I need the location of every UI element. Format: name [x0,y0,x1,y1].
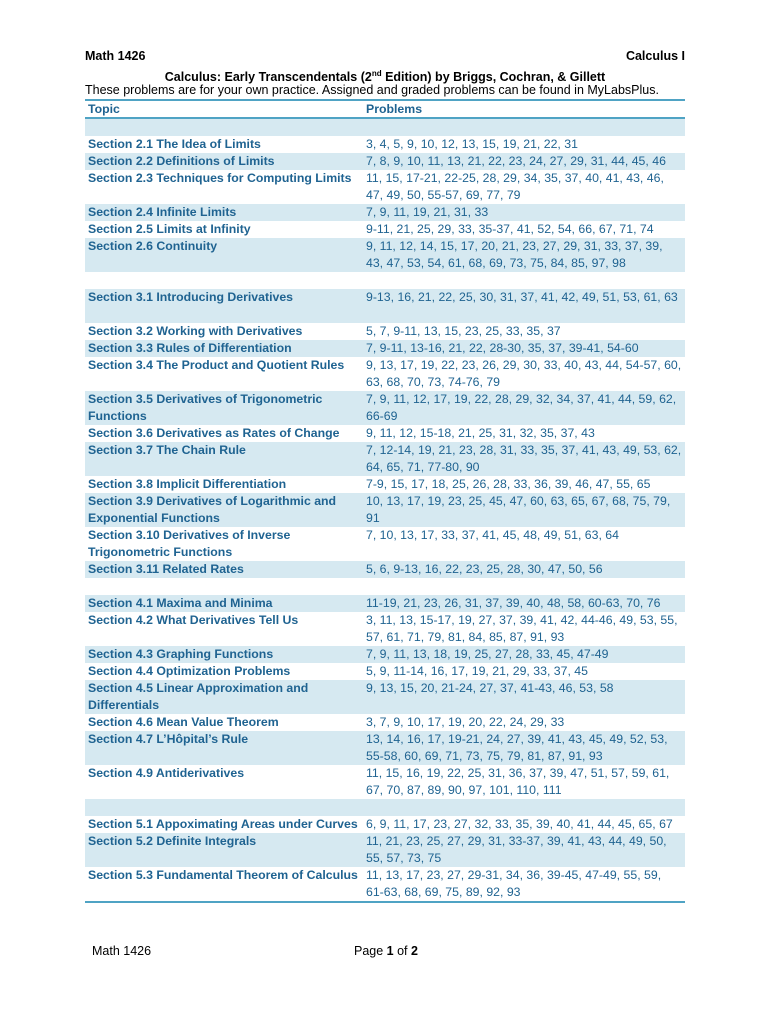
section-topic: Section 3.9 Derivatives of Logarithmic and Exponential Functions [85,493,363,527]
section-problems: 9-11, 21, 25, 29, 33, 35-37, 41, 52, 54, 66, 67, 71, 74 [366,222,654,236]
section-topic: Section 4.7 L’Hôpital’s Rule [85,731,363,765]
section-topic: Section 2.1 The Idea of Limits [88,137,261,151]
section-topic: Section 4.1 Maxima and Minima [85,595,363,612]
table-row [85,867,685,902]
table-row [85,680,685,714]
section-topic: Section 5.2 Definite Integrals [85,833,363,867]
section-problems: 3, 7, 9, 10, 17, 19, 20, 22, 24, 29, 33 [366,715,565,729]
section-problems: 9, 11, 12, 15-18, 21, 25, 31, 32, 35, 37, 43 [366,426,595,440]
table-row [85,595,685,612]
table-row [85,425,685,442]
section-topic: Section 3.6 Derivatives as Rates of Change [88,426,340,440]
table-row [85,612,685,646]
section-problems: 7, 9, 11, 13, 18, 19, 25, 27, 28, 33, 45, 47-49 [363,646,685,663]
section-problems: 13, 14, 16, 17, 19-21, 24, 27, 39, 41, 43, 45, 49, 52, 53, 55-58, 60, 69, 71, 73, 75, 79, 81, 87, 91, 93 [363,731,685,765]
table-body [85,118,685,902]
table-row [85,204,685,221]
section-topic: Section 3.8 Implicit Differentiation [88,477,287,491]
section-problems: 6, 9, 11, 17, 23, 27, 32, 33, 35, 39, 40, 41, 44, 45, 65, 67 [366,817,673,831]
table-row [85,663,685,680]
page-footer [92,943,692,960]
section-problems: 7, 9, 11, 19, 21, 31, 33 [363,204,685,221]
table-row [85,442,685,476]
section-topic: Section 3.3 Rules of Differentiation [85,340,363,357]
section-problems: 5, 9, 11-14, 16, 17, 19, 21, 29, 33, 37, 45 [366,664,588,678]
table-row [85,289,685,323]
document-page [85,48,685,903]
section-topic: Section 2.5 Limits at Infinity [88,222,251,236]
section-topic: Section 3.1 Introducing Derivatives [85,289,363,323]
section-problems: 9-13, 16, 21, 22, 25, 30, 31, 37, 41, 42, 49, 51, 53, 61, 63 [363,289,685,323]
table-row [85,731,685,765]
section-problems: 3, 11, 13, 15-17, 19, 27, 37, 39, 41, 42, 44-46, 49, 53, 55, 57, 61, 71, 79, 81, 84, 85, 87, 91, 93 [366,613,678,644]
section-topic: Section 2.3 Techniques for Computing Limits [88,171,352,185]
table-row [85,170,685,204]
section-topic: Section 3.4 The Product and Quotient Rules [88,358,345,372]
section-problems: 7, 9, 11, 12, 17, 19, 22, 28, 29, 32, 34, 37, 41, 44, 59, 62, 66-69 [363,391,685,425]
table-row [85,476,685,493]
section-topic: Section 2.4 Infinite Limits [85,204,363,221]
table-row [85,238,685,272]
section-topic [85,272,363,289]
spacer-row [85,578,685,595]
practice-note: These problems are for your own practice. Assigned and graded problems can be found in MyLabsPlus. [85,83,659,97]
section-problems: 7, 8, 9, 10, 11, 13, 21, 22, 23, 24, 27, 29, 31, 44, 45, 46 [363,153,685,170]
section-problems: 11, 21, 23, 25, 27, 29, 31, 33-37, 39, 41, 43, 44, 49, 50, 55, 57, 73, 75 [363,833,685,867]
section-problems: 9, 13, 15, 20, 21-24, 27, 37, 41-43, 46, 53, 58 [363,680,685,714]
section-topic: Section 3.11 Related Rates [85,561,363,578]
course-name: Calculus I [625,49,685,63]
table-row [85,561,685,578]
section-problems [363,799,685,816]
section-problems: 3, 4, 5, 9, 10, 12, 13, 15, 19, 21, 22, 31 [366,137,578,151]
section-topic: Section 5.3 Fundamental Theorem of Calculus [85,867,363,902]
section-problems: 11, 15, 16, 19, 22, 25, 31, 36, 37, 39, 47, 51, 57, 59, 61, 67, 70, 87, 89, 90, 97, 101, 110, 111 [366,766,670,797]
table-row [85,153,685,170]
table-row [85,527,685,561]
topic-column-header: Topic [85,100,363,118]
table-row [85,646,685,663]
table-header-row [85,100,685,118]
section-problems: 5, 7, 9-11, 13, 15, 23, 25, 33, 35, 37 [366,324,561,338]
table-row [85,833,685,867]
section-topic: Section 2.2 Definitions of Limits [85,153,363,170]
section-topic: Section 5.1 Appoximating Areas under Curves [88,817,358,831]
section-problems: 9, 11, 12, 14, 15, 17, 20, 21, 23, 27, 29, 31, 33, 37, 39, 43, 47, 53, 54, 61, 68, 69, 73, 75, 84, 85, 97, 98 [363,238,685,272]
table-row [85,391,685,425]
section-problems: 7, 12-14, 19, 21, 23, 28, 31, 33, 35, 37, 41, 43, 49, 53, 62, 64, 65, 71, 77-80, 90 [363,442,685,476]
section-problems: 7-9, 15, 17, 18, 25, 26, 28, 33, 36, 39, 46, 47, 55, 65 [366,477,651,491]
table-row [85,765,685,799]
section-problems: 10, 13, 17, 19, 23, 25, 45, 47, 60, 63, 65, 67, 68, 75, 79, 91 [363,493,685,527]
section-problems: 7, 9-11, 13-16, 21, 22, 28-30, 35, 37, 39-41, 54-60 [363,340,685,357]
section-problems [363,272,685,289]
table-row [85,357,685,391]
footer-course: Math 1426 [92,944,152,958]
section-problems: 11, 15, 17-21, 22-25, 28, 29, 34, 35, 37, 40, 41, 43, 46, 47, 49, 50, 55-57, 69, 77, 79 [366,171,664,202]
section-problems [363,118,685,136]
problems-column-header: Problems [363,100,685,118]
spacer-row [85,118,685,136]
page-number: Page 1 of 2 [354,944,418,958]
section-topic [85,799,363,816]
section-topic: Section 3.2 Working with Derivatives [88,324,303,338]
section-problems: 9, 13, 17, 19, 22, 23, 26, 29, 30, 33, 40, 43, 44, 54-57, 60, 63, 68, 70, 73, 74-76, 79 [366,358,682,389]
section-problems [363,578,685,595]
section-topic [85,118,363,136]
section-topic [85,578,363,595]
section-topic: Section 3.10 Derivatives of Inverse Trigonometric Functions [88,528,291,559]
page-header [85,48,685,65]
table-row [85,816,685,833]
table-row [85,221,685,238]
section-topic: Section 4.4 Optimization Problems [88,664,291,678]
problems-table [85,99,685,903]
table-row [85,136,685,153]
table-row [85,714,685,731]
section-topic: Section 4.5 Linear Approximation and Differentials [85,680,363,714]
course-code: Math 1426 [85,49,146,63]
section-topic: Section 4.3 Graphing Functions [85,646,363,663]
section-problems: 11, 13, 17, 23, 27, 29-31, 34, 36, 39-45, 47-49, 55, 59, 61-63, 68, 69, 75, 89, 92, 93 [363,867,685,902]
section-topic: Section 4.9 Antiderivatives [88,766,245,780]
table-row [85,340,685,357]
section-topic: Section 3.7 The Chain Rule [85,442,363,476]
section-topic: Section 4.2 What Derivatives Tell Us [88,613,299,627]
table-row [85,493,685,527]
spacer-row [85,799,685,816]
section-topic: Section 2.6 Continuity [85,238,363,272]
book-title: Calculus: Early Transcendentals (2nd Edition) by Briggs, Cochran, & Gillett [164,69,606,85]
section-problems: 11-19, 21, 23, 26, 31, 37, 39, 40, 48, 58, 60-63, 70, 76 [363,595,685,612]
table-row [85,323,685,340]
section-problems: 7, 10, 13, 17, 33, 37, 41, 45, 48, 49, 51, 63, 64 [366,528,619,542]
section-topic: Section 3.5 Derivatives of Trigonometric Functions [85,391,363,425]
section-topic: Section 4.6 Mean Value Theorem [88,715,279,729]
spacer-row [85,272,685,289]
section-problems: 5, 6, 9-13, 16, 22, 23, 25, 28, 30, 47, 50, 56 [363,561,685,578]
